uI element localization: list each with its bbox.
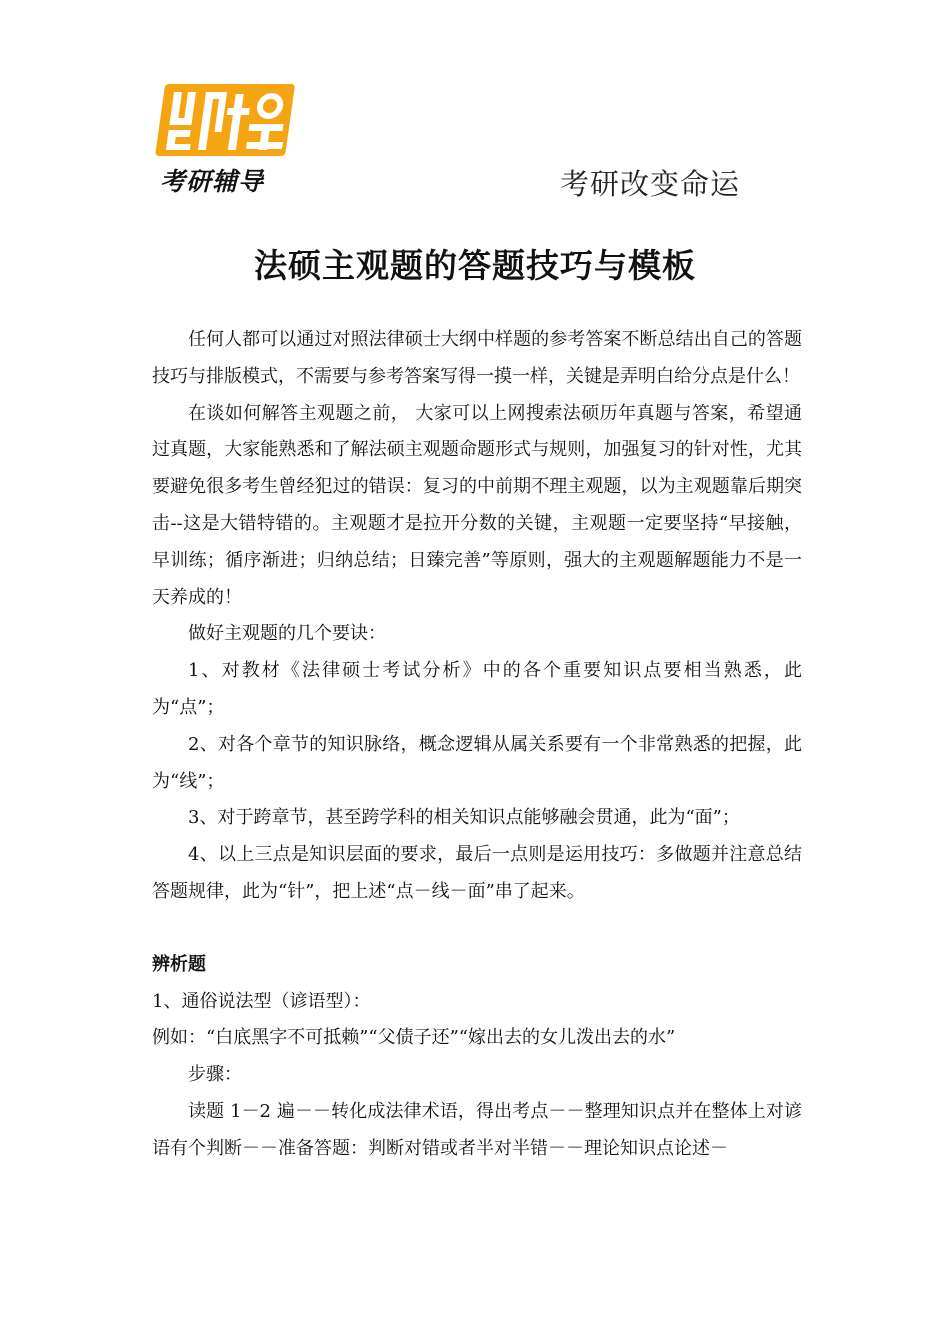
tip-item-2: 2、对各个章节的知识脉络，概念逻辑从属关系要有一个非常熟悉的把握，此为“线”； — [152, 733, 802, 792]
section-spacer — [152, 911, 802, 947]
tip-item-1: 1、对教材《法律硕士考试分析》中的各个重要知识点要相当熟悉，此为“点”； — [152, 660, 802, 718]
tip-item-4: 4、以上三点是知识层面的要求，最后一点则是运用技巧：多做题并注意总结答题规律，此为“针”，把上述“点－线－面”串了起来。 — [152, 844, 802, 902]
section-item-1: 1、通俗说法型（谚语型）： — [152, 990, 371, 1012]
section-example: 例如：“白底黑字不可抵赖”“父债子还”“嫁出去的女儿泼出去的水” — [152, 1027, 676, 1049]
document-body — [152, 322, 802, 1168]
paragraph-tips-heading: 做好主观题的几个要诀： — [188, 623, 386, 645]
paragraph-advice: 在谈如何解答主观题之前， 大家可以上网搜索法硕历年真题与答案，希望通过真题，大家能熟悉和了解法硕主观题命题形式与规则，加强复习的针对性，尤其要避免很多考生曾经犯过的错误：复习的中前期不理主观题，以为主观题靠后期突击--这是大错特错的。主观题才是拉开分数的关键，主观题一定要坚持“早接触，早训练；循序渐进；归纳总结；日臻完善”等原则，强大的主观题解题能力不是一天养成的！ — [152, 402, 802, 608]
section-heading: 辨析题 — [152, 953, 206, 975]
slogan: 考研改变命运 — [560, 167, 741, 201]
steps-label: 步骤： — [188, 1064, 242, 1086]
steps-text: 读题 1－2 遍－－转化成法律术语，得出考点－－整理知识点并在整体上对谚语有个判断－－准备答题：判断对错或者半对半错－－理论知识点论述－ — [152, 1100, 802, 1159]
kaicheng-logo — [152, 78, 302, 198]
page-title: 法硕主观题的答题技巧与模板 — [254, 246, 696, 285]
tip-item-3: 3、对于跨章节，甚至跨学科的相关知识点能够融会贯通，此为“面”； — [188, 807, 740, 829]
paragraph-intro: 任何人都可以通过对照法律硕士大纲中样题的参考答案不断总结出自己的答题技巧与排版模式，不需要与参考答案写得一摸一样，关键是弄明白给分点是什么！ — [152, 329, 802, 387]
logo-subtitle: 考研辅导 — [160, 167, 265, 196]
